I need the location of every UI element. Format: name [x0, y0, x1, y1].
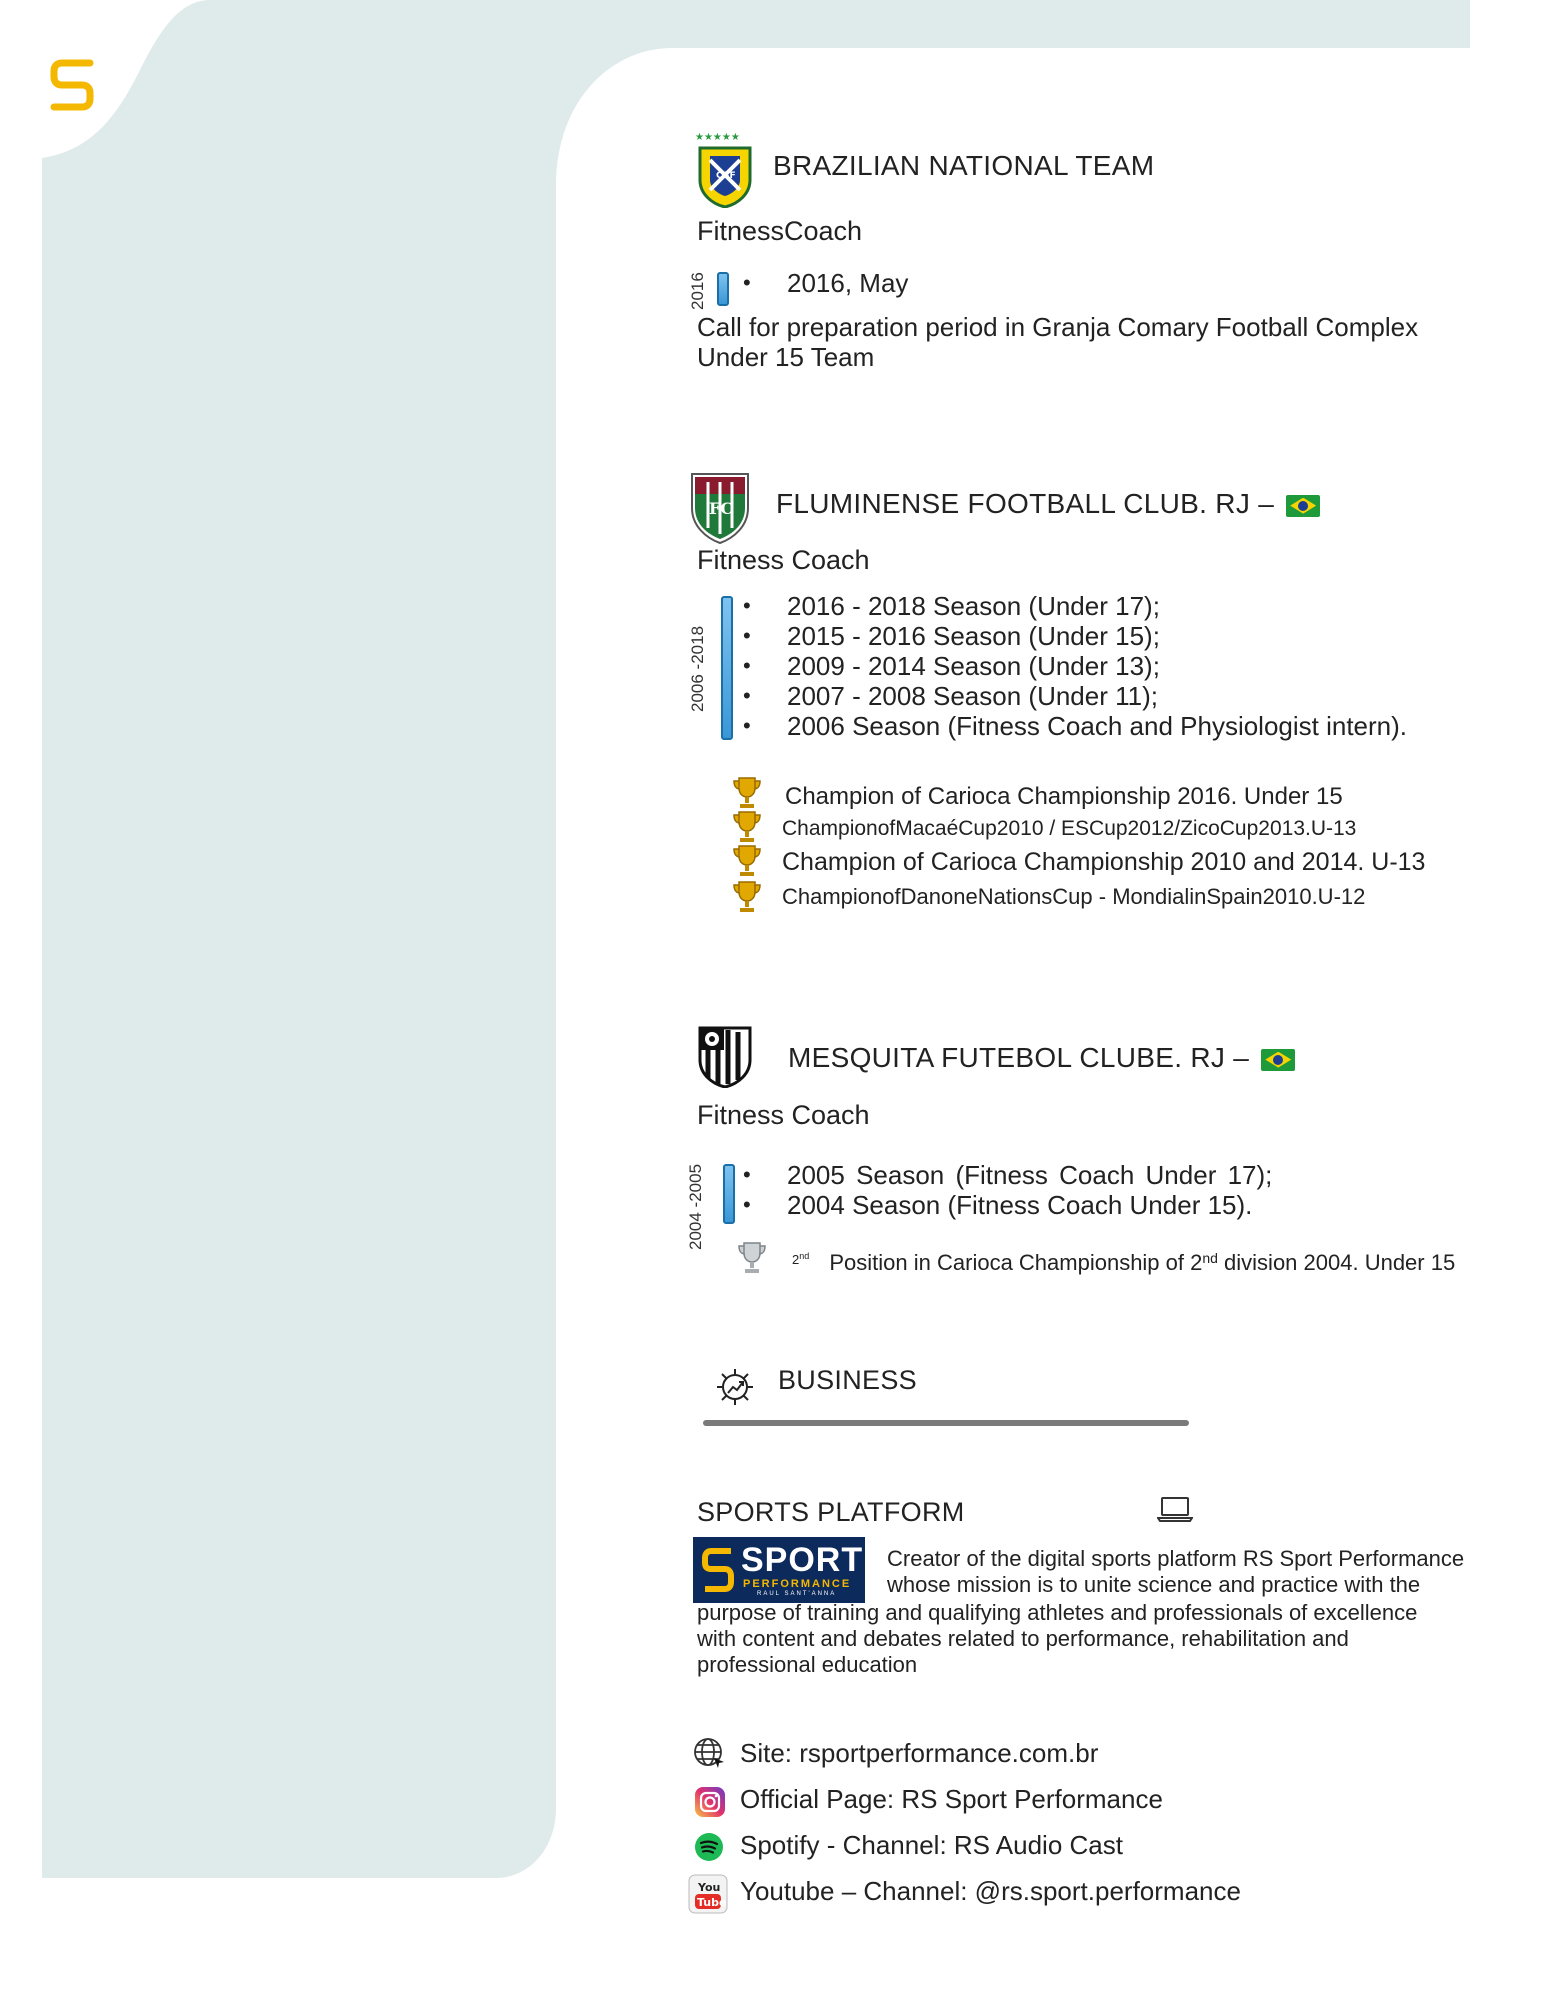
list-item: • 2007 - 2008 Season (Under 11);: [787, 681, 1407, 711]
youtube-icon-text-bottom: Tube: [697, 1896, 727, 1909]
team-name: [788, 1042, 1295, 1074]
list-item: • 2006 Season (Fitness Coach and Physiologist intern).: [787, 711, 1407, 741]
team-name: BRAZILIAN NATIONAL TEAM: [773, 150, 1155, 181]
list-item: • 2004 Season (Fitness Coach Under 15).: [787, 1190, 1272, 1220]
list-item: • 2009 - 2014 Season (Under 13);: [787, 651, 1407, 681]
link-site[interactable]: Site: rsportperformance.com.br: [740, 1738, 1099, 1768]
trophy-icon: [732, 810, 762, 844]
platform-desc-line: with content and debates related to performance, rehabilitation and: [697, 1626, 1349, 1651]
team-years: 2006 -2018: [688, 625, 707, 712]
platform-desc-line: purpose of training and qualifying athletes and professionals of excellence: [697, 1600, 1418, 1625]
achievement: Champion of Carioca Championship 2016. Under 15: [785, 783, 1343, 810]
team-note: Call for preparation period in Granja Comary Football Complex: [697, 312, 1419, 342]
section-divider: [703, 1420, 1189, 1426]
globe-icon: [692, 1736, 726, 1770]
silver-trophy-icon: [737, 1241, 767, 1275]
link-youtube[interactable]: Youtube – Channel: @rs.sport.performance: [740, 1876, 1241, 1906]
achievement: [792, 1250, 1455, 1276]
list-item: • 2015 - 2016 Season (Under 15);: [787, 621, 1407, 651]
team-role: FitnessCoach: [697, 216, 863, 246]
team-bullets: [787, 591, 1407, 741]
brand-word: SPORT: [741, 1541, 864, 1579]
list-item: • 2016, May: [787, 268, 908, 298]
list-item: • 2005 Season (Fitness Coach Under 17);: [787, 1160, 1272, 1190]
years-bar: [717, 272, 729, 306]
team-name-text: FLUMINENSE FOOTBALL CLUB. RJ –: [776, 488, 1275, 519]
brand-sub2: RAUL SANT'ANNA: [757, 1591, 837, 1597]
fluminense-crest-icon: [688, 468, 752, 544]
list-item: • 2016 - 2018 Season (Under 17);: [787, 591, 1407, 621]
svg-text:CBF: CBF: [716, 171, 736, 181]
link-spotify[interactable]: Spotify - Channel: RS Audio Cast: [740, 1830, 1123, 1860]
place-prefix: 2: [792, 1252, 800, 1267]
platform-desc-line: professional education: [697, 1652, 918, 1677]
team-years: 2004 -2005: [686, 1163, 705, 1250]
brazil-flag-icon: [1286, 495, 1320, 517]
achievement: ChampionofDanoneNationsCup - MondialinSpain2010.U-12: [782, 884, 1366, 909]
team-role: Fitness Coach: [697, 545, 870, 575]
mesquita-crest-icon: [694, 1024, 756, 1088]
laptop-icon: [1157, 1495, 1193, 1523]
gear-chart-icon: [714, 1366, 756, 1408]
platform-title: SPORTS PLATFORM: [697, 1497, 965, 1527]
achievement-sup: nd: [1202, 1250, 1218, 1266]
achievement-text-a: Position in Carioca Championship of 2: [829, 1250, 1203, 1275]
team-name-text: MESQUITA FUTEBOL CLUBE. RJ –: [788, 1042, 1250, 1073]
trophy-icon: [732, 880, 762, 914]
years-bar: [721, 596, 733, 740]
svg-text:FC: FC: [709, 499, 734, 518]
trophy-icon: [732, 844, 762, 878]
instagram-icon: [694, 1786, 726, 1818]
team-name: [776, 488, 1320, 520]
brazil-flag-icon: [1261, 1049, 1295, 1071]
rs-sport-performance-logo: [693, 1537, 865, 1603]
team-bullets: [787, 1160, 1272, 1220]
platform-desc-line: whose mission is to unite science and practice with the: [887, 1572, 1421, 1597]
achievement: Champion of Carioca Championship 2010 and 2014. U-13: [782, 848, 1426, 876]
youtube-icon: [688, 1874, 728, 1914]
place-prefix-sup: nd: [799, 1251, 810, 1261]
team-role: Fitness Coach: [697, 1100, 870, 1130]
youtube-icon-text-top: You: [698, 1881, 721, 1894]
rs-logo-icon: [50, 58, 94, 112]
achievement: ChampionofMacaéCup2010 / ESCup2012/ZicoCup2013.U-13: [782, 817, 1357, 840]
team-years: 2016: [688, 272, 707, 310]
platform-desc-line: Creator of the digital sports platform RS Sport Performance: [887, 1546, 1465, 1571]
cbf-crest-icon: [692, 128, 758, 208]
team-note: Under 15 Team: [697, 342, 875, 372]
spotify-icon: [694, 1832, 724, 1862]
years-bar: [723, 1164, 735, 1224]
brand-sub: PERFORMANCE: [743, 1578, 852, 1590]
achievement-text-b: division 2004. Under 15: [1217, 1250, 1456, 1275]
trophy-icon: [732, 776, 762, 810]
rs-logo-icon: [701, 1547, 735, 1593]
link-instagram[interactable]: Official Page: RS Sport Performance: [740, 1784, 1163, 1814]
svg-text:★★★★★: ★★★★★: [695, 132, 740, 143]
team-bullets: [787, 268, 908, 298]
business-title: BUSINESS: [778, 1365, 917, 1395]
